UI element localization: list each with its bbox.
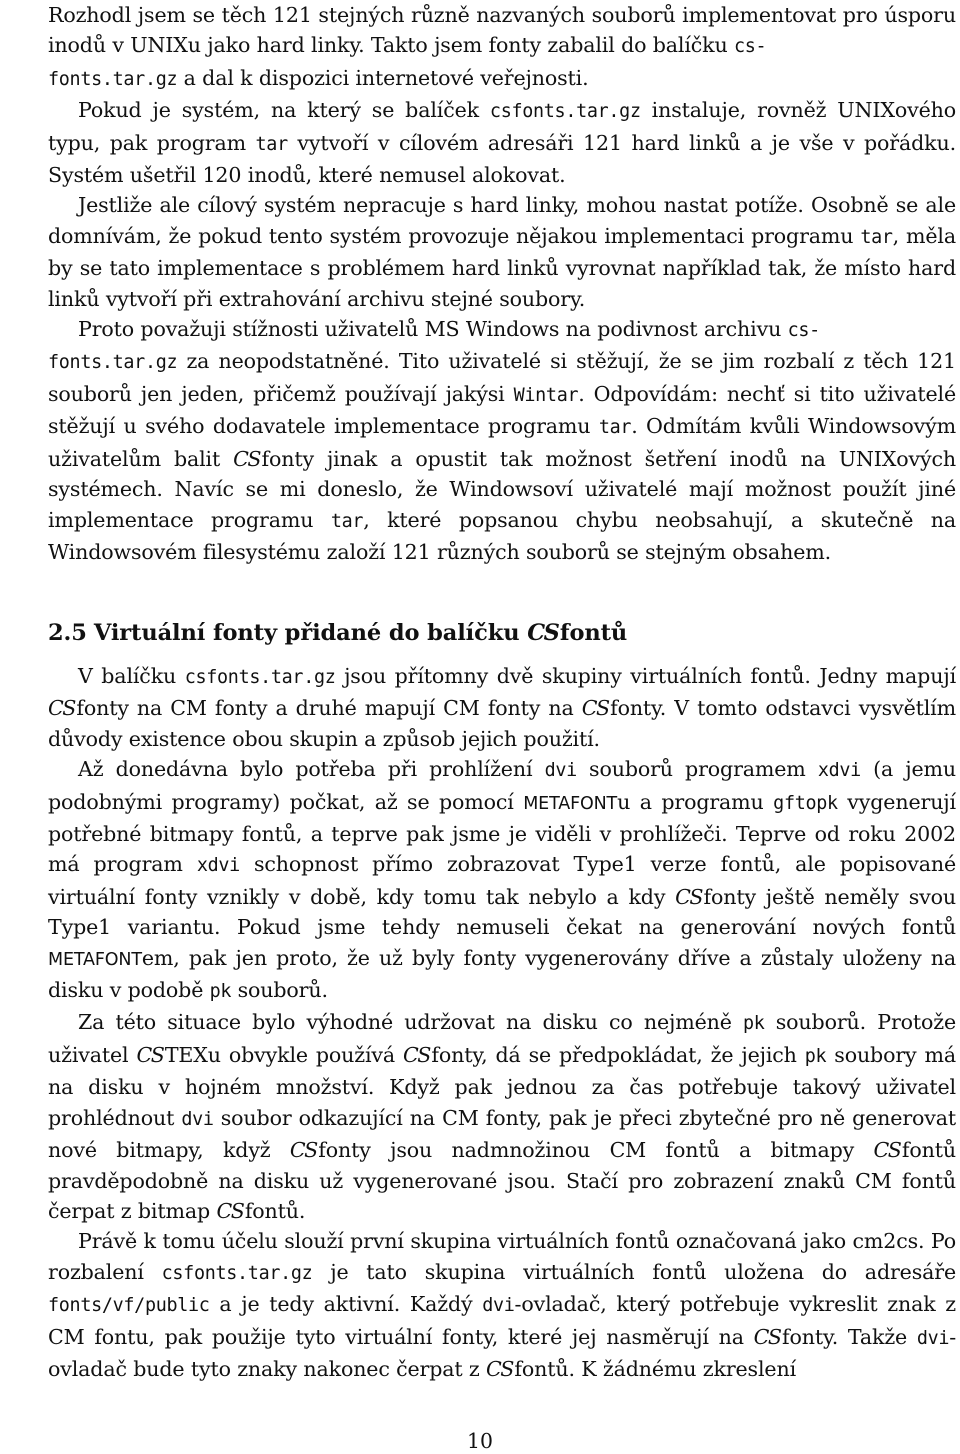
text-run: soubor odkazující na CM fonty, pak je přeci zbytečné pro ně generovat nové bitmapy, když xyxy=(48,1105,956,1163)
text-run: u a programu xyxy=(617,789,774,814)
code-term: dvi xyxy=(482,1295,515,1317)
text-run: . Odpovídám: nechť si tito uživatelé stěžují u svého dodavatele implementace programu xyxy=(48,381,956,439)
metafont-logo-text: METAFONT xyxy=(523,793,618,814)
text-run: schopnost přímo zobrazovat Type1 verze fontů, ale popisované virtuální fonty vznikly v době, kdy tomu tak nebylo a kdy xyxy=(48,852,956,909)
text-run: V balíčku xyxy=(78,664,185,688)
text-run: fonty. V tomto odstavci vysvětlím důvody existence obou skupin a způsob jejich použití. xyxy=(48,696,956,751)
cs-logo-icon: CS xyxy=(48,696,75,721)
section-title-suffix: fontů xyxy=(559,620,628,646)
code-term: dvi xyxy=(544,760,577,782)
text-run: , měla by se tato implementace s problémem hard linků vyrovnat například tak, že místo hard linků vytvoří při extrahování archivu stejné soubory. xyxy=(48,223,956,311)
paragraph xyxy=(48,95,956,190)
code-term: cs- xyxy=(787,320,820,342)
text-run: Až donedávna bylo potřeba při prohlížení xyxy=(78,757,545,782)
code-term: csfonts.tar.gz xyxy=(489,101,641,123)
text-run: vytvoří v cílovém adresáři 121 hard linků a je vše v pořádku. Systém ušetřil 120 inodů, které nemusel alokovat. xyxy=(48,130,956,188)
text-run: souborů programem xyxy=(576,757,818,782)
code-term: Wintar xyxy=(513,384,579,406)
cs-logo-icon: CS xyxy=(136,1042,164,1067)
cs-logo-icon: CS xyxy=(216,1198,244,1223)
cs-logo-icon: CS xyxy=(486,1356,513,1381)
text-run: -ovladač bude tyto znaky nakonec čerpat z xyxy=(48,1324,956,1381)
text-run: Za této situace bylo výhodné udržovat na disku co nejméně xyxy=(78,1010,743,1035)
text-run: instaluje, rovněž UNIXového typu, pak program xyxy=(48,98,956,155)
paragraph xyxy=(48,1007,956,1226)
cs-logo-icon: CS xyxy=(873,1138,901,1163)
cs-logo-icon: CS xyxy=(403,1042,430,1067)
code-term: dvi xyxy=(916,1327,950,1349)
text-run: za neopodstatněné. Tito uživatelé si stěžují, že se jim rozbalí z těch 121 souborů jen jeden, přičemž používají jakýsi xyxy=(48,349,956,406)
text-run: Rozhodl jsem se těch 121 stejných různě nazvaných souborů implementovat pro úsporu inodů v UNIXu jako hard linky. Takto jsem fonty zabalil do balíčku xyxy=(48,3,956,58)
page-number: 10 xyxy=(467,1429,493,1453)
text-run: em, pak jen proto, že už byly fonty vygenerovány dříve a zůstaly uloženy na disku v podobě xyxy=(48,945,956,1003)
text-run: -ovladač, který potřebuje vykreslit znak z CM fontu, pak použije tyto virtuální fonty, které jej nasměrují na xyxy=(48,1292,956,1349)
code-term: cs- xyxy=(734,36,767,58)
text-run: . Odmítám kvůli Windowsovým uživatelům balit xyxy=(48,414,956,471)
text-run: vygenerují potřebné bitmapy fontů, a teprve pak jsme je viděli v prohlížeči. Teprve od roku 2002 má program xyxy=(48,789,956,877)
text-run: fonty, dá se předpokládat, že jejich xyxy=(431,1042,805,1067)
text-run: a je tedy aktivní. Každý xyxy=(209,1292,483,1317)
code-term: xdvi xyxy=(196,855,240,877)
text-run: soubory má na disku v hojném množství. Když pak jednou za čas potřebuje takový uživatel prohlédnout xyxy=(48,1042,956,1130)
code-term: csfonts.tar.gz xyxy=(184,667,336,688)
paragraph xyxy=(48,754,956,1007)
code-term: xdvi xyxy=(817,760,861,782)
text-run: (a jemu podobnými programy) počkat, až se pomocí xyxy=(48,757,957,814)
code-term: pk xyxy=(209,981,232,1003)
paragraph xyxy=(48,314,956,567)
text-run: je tato skupina virtuálních fontů uložena do adresáře xyxy=(312,1259,956,1284)
text-run: fonty. Takže xyxy=(781,1324,917,1349)
code-term: pk xyxy=(743,1013,765,1035)
code-term: csfonts.tar.gz xyxy=(161,1262,313,1284)
text-run: fonty ještě neměly svou Type1 variantu. Pokud jsme tehdy nemuseli čekat na generování nových fontů xyxy=(48,884,956,940)
metafont-logo-text: METAFONT xyxy=(48,949,142,970)
cs-logo-icon: CS xyxy=(581,696,609,721)
paragraph xyxy=(48,1226,956,1384)
paragraph xyxy=(48,0,956,95)
text-run: jsou přítomny dvě skupiny virtuálních fontů. Jedny mapují xyxy=(335,664,957,688)
text-run: fonty na CM fonty a druhé mapují CM fonty na xyxy=(76,696,582,721)
cs-logo-icon: CS xyxy=(753,1324,781,1349)
cs-logo-icon: CS xyxy=(527,620,559,646)
code-term: tar xyxy=(598,417,632,439)
text-run: a dal k dispozici internetové veřejnosti. xyxy=(177,65,589,90)
text-run: fontů. K žádnému zkreslení xyxy=(514,1356,797,1381)
text-run: fonty jinak a opustit tak možnost šetření inodů na UNIXových systémech. Navíc se mi doneslo, že Windowsoví uživatelé mají možnost použít jiné implementace programu xyxy=(48,446,956,532)
body-text-bottom xyxy=(48,661,956,1384)
section-number: 2.5 xyxy=(48,620,87,646)
code-term: pk xyxy=(804,1045,827,1067)
section-heading xyxy=(48,616,627,650)
text-run: fonty jsou nadmnožinou CM fontů a bitmapy xyxy=(318,1138,874,1163)
text-run: fontů pravděpodobně na disku už vygenerované jsou. Stačí pro zobrazení znaků CM fontů čerpat z bitmap xyxy=(48,1138,956,1223)
code-term: tar xyxy=(860,226,893,248)
code-term: gftopk xyxy=(773,792,838,814)
code-term: fonts.tar.gz xyxy=(48,352,178,374)
body-text-top xyxy=(48,0,956,567)
text-run: Jestliže ale cílový systém nepracuje s hard linky, mohou nastat potíže. Osobně se ale domnívám, že pokud tento systém provozuje nějakou implementaci programu xyxy=(48,193,956,248)
text-run: Proto považuji stížnosti uživatelů MS Windows na podivnost archivu xyxy=(78,317,788,342)
section-title-text: Virtuální fonty přidané do balíčku xyxy=(93,620,528,646)
code-term: tar xyxy=(255,133,288,155)
text-run: TEXu obvykle používá xyxy=(164,1042,404,1067)
text-run: souborů. xyxy=(231,978,328,1003)
paragraph xyxy=(48,190,956,314)
code-term: fonts.tar.gz xyxy=(48,68,178,90)
cs-logo-icon: CS xyxy=(289,1138,317,1163)
text-run: Právě k tomu účelu slouží první skupina virtuálních fontů označovaná jako cm2cs. Po rozbalení xyxy=(48,1229,956,1284)
paragraph xyxy=(48,661,956,754)
code-term: fonts/vf/public xyxy=(48,1295,210,1317)
text-run: Pokud je systém, na který se balíček xyxy=(78,98,490,123)
code-term: tar xyxy=(330,510,364,532)
cs-logo-icon: CS xyxy=(675,884,703,909)
text-run: souborů. Protože uživatel xyxy=(48,1010,956,1067)
text-run: , které popsanou chybu neobsahují, a skutečně na Windowsovém filesystému založí 121 různých souborů se stejným obsahem. xyxy=(48,507,956,564)
cs-logo-icon: CS xyxy=(233,446,260,471)
text-run: fontů. xyxy=(244,1198,306,1223)
code-term: dvi xyxy=(181,1108,214,1130)
